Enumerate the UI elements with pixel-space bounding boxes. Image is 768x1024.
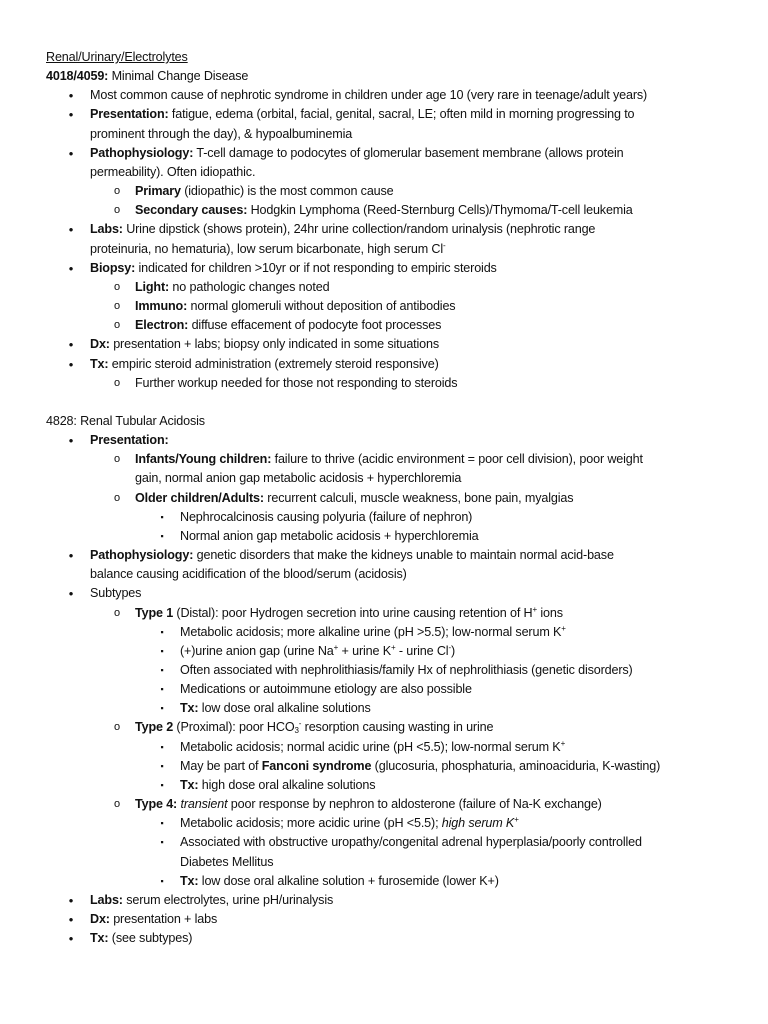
bullet-icon: • xyxy=(68,433,74,449)
rta-type4-associated-continued: Diabetes Mellitus xyxy=(180,854,274,869)
bullet-icon: • xyxy=(68,356,74,372)
rta-tx-bullet: • Tx: (see subtypes) xyxy=(46,929,736,948)
bullet-icon: • xyxy=(68,931,74,947)
bullet-icon: • xyxy=(68,912,74,928)
rta-presentation-bullet: • Presentation: xyxy=(46,431,736,450)
circle-bullet-icon: o xyxy=(114,491,120,504)
rta-subtypes-bullet: • Subtypes xyxy=(46,584,736,603)
rta-type4-subbullet: o Type 4: transient poor response by nephron to aldosterone (failure of Na-K exchange) xyxy=(46,795,736,814)
mcd-biopsy-bullet: • Biopsy: indicated for children >10yr or if not responding to empiric steroids xyxy=(46,259,736,278)
rta-older-nephrocalcinosis-item: ▪ Nephrocalcinosis causing polyuria (failure of nephron) xyxy=(46,508,736,527)
mcd-primary-subbullet: o Primary (idiopathic) is the most common cause xyxy=(46,182,736,201)
square-bullet-icon: ▪ xyxy=(160,837,164,848)
rta-older-subbullet: o Older children/Adults: recurrent calculi, muscle weakness, bone pain, myalgias xyxy=(46,489,736,508)
square-bullet-icon: ▪ xyxy=(160,875,164,886)
square-bullet-icon: ▪ xyxy=(160,684,164,695)
square-bullet-icon: ▪ xyxy=(160,741,164,752)
mcd-tx-bullet: • Tx: empiric steroid administration (extremely steroid responsive) xyxy=(46,355,736,374)
rta-type4-acidosis-item: ▪ Metabolic acidosis; more acidic urine (pH <5.5); high serum K+ xyxy=(46,814,736,833)
mcd-heading: 4018/4059: Minimal Change Disease xyxy=(46,69,249,84)
rta-heading: 4828: Renal Tubular Acidosis xyxy=(46,413,205,428)
rta-type4-tx-item: ▪ Tx: low dose oral alkaline solution + furosemide (lower K+) xyxy=(46,872,736,891)
mcd-pathophysiology-bullet: • Pathophysiology: T-cell damage to podocytes of glomerular basement membrane (allows protein xyxy=(46,144,736,163)
mcd-secondary-subbullet: o Secondary causes: Hodgkin Lymphoma (Reed-Sternburg Cells)/Thymoma/T-cell leukemia xyxy=(46,201,736,220)
circle-bullet-icon: o xyxy=(114,319,120,332)
rta-type1-medications-item: ▪ Medications or autoimmune etiology are also possible xyxy=(46,680,736,699)
rta-older-anion-gap-item: ▪ Normal anion gap metabolic acidosis + hyperchloremia xyxy=(46,527,736,546)
rta-infants-continued: gain, normal anion gap metabolic acidosis + hyperchloremia xyxy=(135,471,462,486)
rta-pathophysiology-bullet: • Pathophysiology: genetic disorders that make the kidneys unable to maintain normal acid-base xyxy=(46,546,736,565)
square-bullet-icon: ▪ xyxy=(160,645,164,656)
bullet-icon: • xyxy=(68,892,74,908)
bullet-icon: • xyxy=(68,88,74,104)
mcd-pathophysiology-continued: permeability). Often idiopathic. xyxy=(90,164,256,179)
mcd-heading-number: 4018/4059: xyxy=(46,69,109,84)
circle-bullet-icon: o xyxy=(114,798,120,811)
mcd-tx-workup-subbullet: o Further workup needed for those not responding to steroids xyxy=(46,374,736,393)
bullet-icon: • xyxy=(68,145,74,161)
mcd-labs-continued: proteinuria, no hematuria), low serum bicarbonate, high serum Cl- xyxy=(90,240,446,256)
circle-bullet-icon: o xyxy=(114,453,120,466)
rta-type1-nephrolithiasis-item: ▪ Often associated with nephrolithiasis/family Hx of nephrolithiasis (genetic disorders) xyxy=(46,661,736,680)
rta-infants-subbullet: o Infants/Young children: failure to thrive (acidic environment = poor cell division), poor weight xyxy=(46,450,736,469)
mcd-biopsy-electron-subbullet: o Electron: diffuse effacement of podocyte foot processes xyxy=(46,316,736,335)
mcd-epidemiology-bullet: • Most common cause of nephrotic syndrome in children under age 10 (very rare in teenage/adult years) xyxy=(46,86,736,105)
mcd-labs-bullet: • Labs: Urine dipstick (shows protein), 24hr urine collection/random urinalysis (nephrotic range xyxy=(46,220,736,239)
rta-dx-bullet: • Dx: presentation + labs xyxy=(46,910,736,929)
circle-bullet-icon: o xyxy=(114,606,120,619)
square-bullet-icon: ▪ xyxy=(160,626,164,637)
rta-type1-anion-gap-item: ▪ (+)urine anion gap (urine Na+ + urine K+ - urine Cl-) xyxy=(46,642,736,661)
bullet-icon: • xyxy=(68,586,74,602)
square-bullet-icon: ▪ xyxy=(160,760,164,771)
rta-type2-tx-item: ▪ Tx: high dose oral alkaline solutions xyxy=(46,776,736,795)
rta-type1-tx-item: ▪ Tx: low dose oral alkaline solutions xyxy=(46,699,736,718)
mcd-dx-bullet: • Dx: presentation + labs; biopsy only indicated in some situations xyxy=(46,335,736,354)
bullet-icon: • xyxy=(68,337,74,353)
rta-type2-fanconi-item: ▪ May be part of Fanconi syndrome (glucosuria, phosphaturia, aminoaciduria, K-wasting) xyxy=(46,757,736,776)
bullet-icon: • xyxy=(68,548,74,564)
circle-bullet-icon: o xyxy=(114,204,120,217)
square-bullet-icon: ▪ xyxy=(160,511,164,522)
rta-labs-bullet: • Labs: serum electrolytes, urine pH/urinalysis xyxy=(46,891,736,910)
square-bullet-icon: ▪ xyxy=(160,703,164,714)
circle-bullet-icon: o xyxy=(114,721,120,734)
circle-bullet-icon: o xyxy=(114,300,120,313)
mcd-presentation-continued: prominent through the day), & hypoalbuminemia xyxy=(90,126,353,141)
circle-bullet-icon: o xyxy=(114,280,120,293)
circle-bullet-icon: o xyxy=(114,376,120,389)
rta-type2-subbullet: o Type 2 (Proximal): poor $HCO_3^-$ resorption causing wasting in urine xyxy=(46,718,736,737)
section-spacer xyxy=(46,393,736,412)
document-page xyxy=(46,48,736,948)
rta-type1-subbullet: o Type 1 (Distal): poor Hydrogen secretion into urine causing retention of H+ ions xyxy=(46,604,736,623)
bullet-icon: • xyxy=(68,107,74,123)
rta-heading-number: 4828: xyxy=(46,413,77,428)
bullet-icon: • xyxy=(68,260,74,276)
bullet-icon: • xyxy=(68,222,74,238)
rta-pathophysiology-continued: balance causing acidification of the blood/serum (acidosis) xyxy=(90,567,407,582)
rta-type4-associated-item: ▪ Associated with obstructive uropathy/congenital adrenal hyperplasia/poorly controlled xyxy=(46,833,736,852)
square-bullet-icon: ▪ xyxy=(160,664,164,675)
circle-bullet-icon: o xyxy=(114,185,120,198)
mcd-presentation-bullet: • Presentation: fatigue, edema (orbital, facial, genital, sacral, LE; often mild in morning progressing to xyxy=(46,105,736,124)
rta-type2-acidosis-item: ▪ Metabolic acidosis; normal acidic urine (pH <5.5); low-normal serum K+ xyxy=(46,738,736,757)
mcd-biopsy-light-subbullet: o Light: no pathologic changes noted xyxy=(46,278,736,297)
square-bullet-icon: ▪ xyxy=(160,779,164,790)
square-bullet-icon: ▪ xyxy=(160,530,164,541)
document-title: Renal/Urinary/Electrolytes xyxy=(46,50,188,64)
mcd-biopsy-immuno-subbullet: o Immuno: normal glomeruli without deposition of antibodies xyxy=(46,297,736,316)
square-bullet-icon: ▪ xyxy=(160,818,164,829)
rta-type1-acidosis-item: ▪ Metabolic acidosis; more alkaline urine (pH >5.5); low-normal serum K+ xyxy=(46,623,736,642)
